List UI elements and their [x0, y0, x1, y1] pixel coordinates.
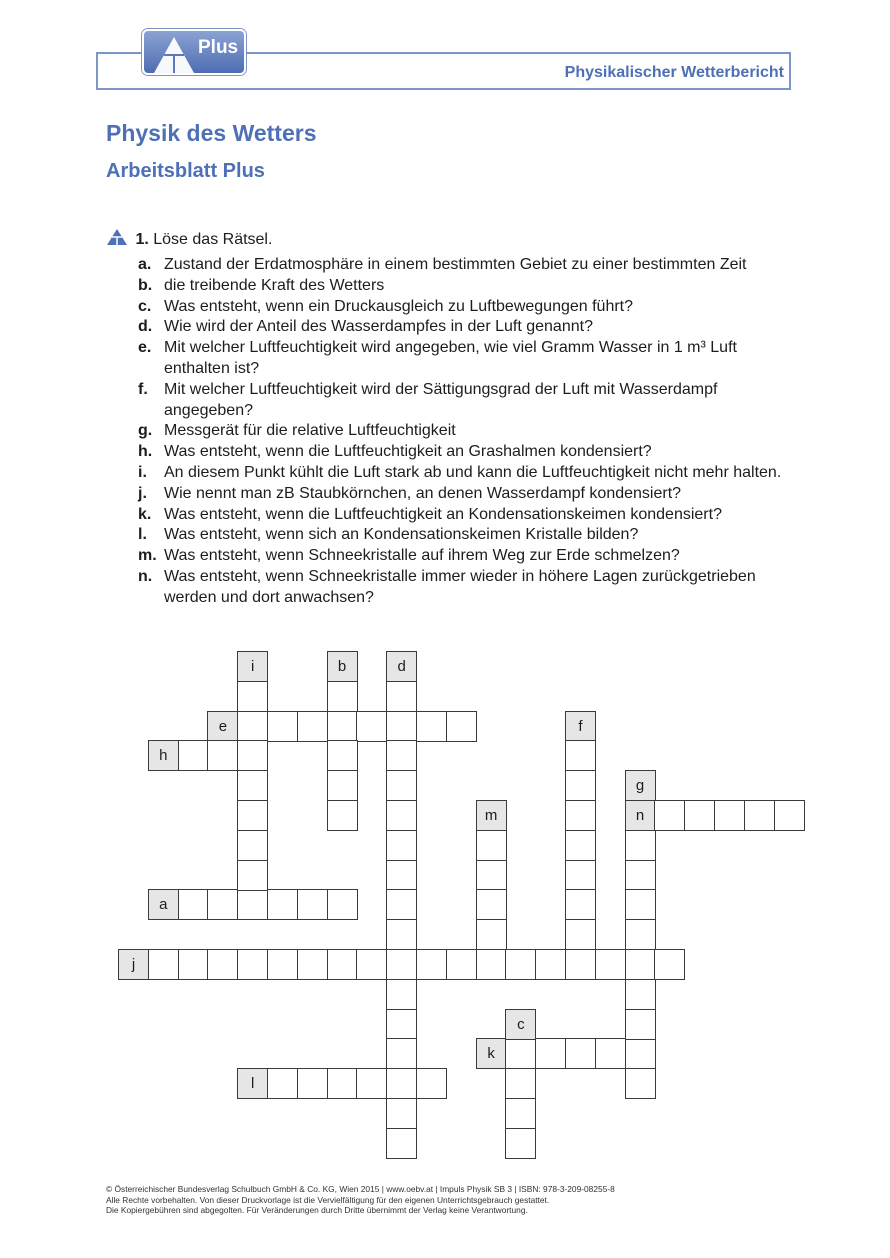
crossword-label: c: [517, 1015, 525, 1033]
crossword-cell[interactable]: [356, 949, 387, 980]
question-letter: a.: [138, 256, 152, 273]
crossword-label: h: [159, 747, 168, 765]
crossword-cell[interactable]: [386, 1068, 417, 1099]
crossword-cell[interactable]: [416, 949, 447, 980]
question-text: Zustand der Erdatmosphäre in einem bestimmten Gebiet zu einer bestimmten Zeit: [164, 256, 747, 273]
crossword-cell[interactable]: [386, 1009, 417, 1040]
crossword-cell[interactable]: [148, 949, 179, 980]
crossword-label: a: [159, 896, 168, 914]
crossword-cell[interactable]: [476, 830, 507, 861]
crossword-cell[interactable]: [565, 860, 596, 891]
crossword-cell[interactable]: [476, 919, 507, 950]
crossword-cell[interactable]: [237, 949, 268, 980]
crossword-cell[interactable]: [565, 740, 596, 771]
crossword-cell[interactable]: [625, 949, 656, 980]
crossword-cell[interactable]: [565, 1038, 596, 1069]
crossword-cell[interactable]: [237, 830, 268, 861]
crossword-label: g: [635, 777, 645, 795]
crossword-cell[interactable]: [535, 949, 566, 980]
question-letter: d.: [138, 318, 153, 336]
crossword-label: i: [251, 658, 255, 675]
question-letter: j.: [138, 484, 147, 502]
crossword-cell[interactable]: [327, 889, 358, 920]
crossword-cell[interactable]: [654, 800, 685, 831]
crossword-cell[interactable]: [595, 1038, 626, 1069]
question-text: Mit welcher Luftfeuchtigkeit wird der Sättigungsgrad der Luft mit Wasserdampf angegeben?: [164, 380, 718, 419]
crossword-cell[interactable]: [625, 860, 656, 891]
crossword-cell[interactable]: [625, 1009, 656, 1040]
question-letter: g.: [138, 422, 153, 440]
crossword-cell[interactable]: [237, 889, 268, 920]
crossword-cell[interactable]: [774, 800, 805, 831]
crossword-cell[interactable]: [207, 740, 238, 771]
crossword-cell[interactable]: [625, 889, 656, 920]
crossword-label: k: [487, 1045, 495, 1063]
question-letter: f.: [138, 380, 148, 398]
question-letter: k.: [138, 505, 152, 523]
crossword-cell[interactable]: [386, 1038, 417, 1069]
crossword-cell[interactable]: [386, 830, 417, 861]
crossword-label: m: [484, 807, 498, 824]
crossword-start-cell-b[interactable]: [327, 651, 358, 682]
crossword-cell[interactable]: [327, 770, 358, 801]
crossword-start-cell-l[interactable]: [237, 1068, 268, 1099]
crossword-cell[interactable]: [356, 1068, 387, 1099]
crossword-cell[interactable]: [505, 1128, 536, 1159]
crossword-cell[interactable]: [505, 1068, 536, 1099]
crossword-cell[interactable]: [565, 770, 596, 801]
crossword-cell[interactable]: [327, 740, 358, 771]
crossword-cell[interactable]: [327, 800, 358, 831]
crossword-cell[interactable]: [327, 681, 358, 712]
crossword-start-cell-m[interactable]: [476, 800, 507, 831]
crossword-start-cell-f[interactable]: [565, 711, 596, 742]
crossword-cell[interactable]: [476, 949, 507, 980]
page-subtitle: Arbeitsblatt Plus: [106, 160, 265, 182]
crossword-label: n: [635, 807, 645, 824]
crossword-cell[interactable]: [237, 740, 268, 771]
crossword-cell[interactable]: [565, 800, 596, 831]
crossword-label: e: [218, 717, 228, 735]
crossword-cell[interactable]: [625, 1068, 656, 1099]
question-text: Wie wird der Anteil des Wasserdampfes in der Luft genannt?: [164, 318, 593, 336]
crossword-cell[interactable]: [267, 949, 298, 980]
crossword-cell[interactable]: [386, 979, 417, 1010]
crossword-cell[interactable]: [297, 711, 328, 742]
crossword-cell[interactable]: [476, 889, 507, 920]
question-letter: l.: [138, 526, 147, 544]
question-letter: c.: [138, 297, 152, 315]
crossword-cell[interactable]: [744, 800, 775, 831]
crossword-label: l: [251, 1075, 255, 1093]
crossword-start-cell-g[interactable]: [625, 770, 656, 801]
question-letter: b.: [138, 276, 153, 294]
crossword-label: f: [578, 717, 583, 735]
crossword-cell[interactable]: [565, 830, 596, 861]
crossword-cell[interactable]: [386, 1128, 417, 1159]
crossword-start-cell-j[interactable]: [118, 949, 149, 980]
question-text: Wie nennt man zB Staubkörnchen, an denen Wasserdampf kondensiert?: [164, 484, 682, 502]
crossword-cell[interactable]: [565, 949, 596, 980]
footer: [106, 1184, 615, 1216]
crossword-cell[interactable]: [267, 889, 298, 920]
crossword-cell[interactable]: [327, 949, 358, 980]
question-letter: h.: [138, 443, 153, 461]
question-text: Was entsteht, wenn die Luftfeuchtigkeit an Kondensationskeimen kondensiert?: [164, 505, 722, 523]
crossword-cell[interactable]: [654, 949, 685, 980]
question-letter: e.: [138, 339, 152, 357]
crossword-cell[interactable]: [505, 1038, 536, 1069]
crossword-cell[interactable]: [565, 919, 596, 950]
crossword-cell[interactable]: [207, 949, 238, 980]
task-number: 1.: [135, 231, 149, 248]
crossword-cell[interactable]: [505, 1098, 536, 1129]
crossword-cell[interactable]: [505, 949, 536, 980]
question-letter: m.: [138, 547, 157, 565]
crossword-cell[interactable]: [237, 711, 268, 742]
crossword-cell[interactable]: [446, 949, 477, 980]
crossword-cell[interactable]: [386, 740, 417, 771]
crossword-start-cell-c[interactable]: [505, 1009, 536, 1040]
crossword-cell[interactable]: [476, 860, 507, 891]
crossword-start-cell-d[interactable]: [386, 651, 417, 682]
crossword-cell[interactable]: [684, 800, 715, 831]
crossword-cell[interactable]: [356, 711, 387, 742]
crossword-cell[interactable]: [446, 711, 477, 742]
crossword-label: j: [131, 956, 136, 973]
crossword-cell[interactable]: [386, 919, 417, 950]
crossword-cell[interactable]: [386, 1098, 417, 1129]
question-text: die treibende Kraft des Wetters: [164, 276, 385, 294]
crossword-cell[interactable]: [297, 949, 328, 980]
crossword-cell[interactable]: [535, 1038, 566, 1069]
task-instruction: Löse das Rätsel.: [153, 231, 273, 248]
question-text: Was entsteht, wenn Schneekristalle auf ihrem Weg zur Erde schmelzen?: [164, 547, 680, 565]
question-text: Was entsteht, wenn ein Druckausgleich zu Luftbewegungen führt?: [164, 297, 634, 315]
crossword-cell[interactable]: [625, 1038, 656, 1069]
crossword-cell[interactable]: [595, 949, 626, 980]
crossword-cell[interactable]: [714, 800, 745, 831]
crossword-cell[interactable]: [237, 800, 268, 831]
crossword-cell[interactable]: [386, 681, 417, 712]
crossword-cell[interactable]: [416, 711, 447, 742]
crossword-cell[interactable]: [327, 711, 358, 742]
crossword-cell[interactable]: [565, 889, 596, 920]
question-text: An diesem Punkt kühlt die Luft stark ab und kann die Luftfeuchtigkeit nicht mehr halten.: [164, 463, 782, 481]
crossword-start-cell-n[interactable]: [625, 800, 656, 831]
question-text: Messgerät für die relative Luftfeuchtigkeit: [164, 422, 456, 440]
crossword-cell[interactable]: [178, 889, 209, 920]
crossword-cell[interactable]: [625, 830, 656, 861]
crossword-cell[interactable]: [237, 681, 268, 712]
footer-copyright: © Österreichischer Bundesverlag Schulbuch GmbH & Co. KG, Wien 2015 | www.oebv.at | Impuls Physik SB 3 | ISBN: 978-3-209-08255-8: [106, 1184, 615, 1194]
crossword-start-cell-i[interactable]: [237, 651, 268, 682]
crossword-cell[interactable]: [386, 949, 417, 980]
crossword-cell[interactable]: [178, 949, 209, 980]
question-letter: n.: [138, 567, 153, 585]
crossword-cell[interactable]: [297, 1068, 328, 1099]
footer-disclaimer: Die Kopiergebühren sind abgegolten. Für Veränderungen durch Dritte übernimmt der Verlag keine Verantwortung.: [106, 1205, 528, 1215]
logo-text: Plus: [198, 37, 239, 58]
crossword-cell[interactable]: [625, 979, 656, 1010]
question-text: Mit welcher Luftfeuchtigkeit wird angegeben, wie viel Gramm Wasser in 1 m³ Luft enthalten ist?: [164, 339, 737, 377]
question-text: Was entsteht, wenn Schneekristalle immer wieder in höhere Lagen zurückgetrieben werden und dort anwachsen?: [164, 567, 756, 606]
crossword-cell[interactable]: [386, 711, 417, 742]
crossword-cell[interactable]: [386, 889, 417, 920]
crossword-cell[interactable]: [386, 770, 417, 801]
crossword-cell[interactable]: [386, 860, 417, 891]
footer-rights: Alle Rechte vorbehalten. Von dieser Druckvorlage ist die Vervielfältigung für den eigenen Unterrichtsgebrauch gestattet.: [106, 1194, 550, 1205]
crossword-cell[interactable]: [178, 740, 209, 771]
crossword-label: b: [337, 658, 347, 675]
crossword-cell[interactable]: [416, 1068, 447, 1099]
page-title: Physik des Wetters: [106, 120, 317, 146]
crossword-cell[interactable]: [297, 889, 328, 920]
crossword-cell[interactable]: [327, 1068, 358, 1099]
crossword-cell[interactable]: [237, 770, 268, 801]
header-title: Physikalischer Wetterbericht: [564, 64, 784, 81]
crossword-cell[interactable]: [207, 889, 238, 920]
crossword-cell[interactable]: [625, 919, 656, 950]
crossword-label: d: [397, 658, 406, 675]
question-text: Was entsteht, wenn die Luftfeuchtigkeit an Grashalmen kondensiert?: [164, 443, 652, 461]
crossword-start-cell-k[interactable]: [476, 1038, 507, 1069]
crossword-start-cell-e[interactable]: [207, 711, 238, 742]
question-text: Was entsteht, wenn sich an Kondensationskeimen Kristalle bilden?: [164, 526, 639, 544]
crossword-cell[interactable]: [386, 800, 417, 831]
crossword-cell[interactable]: [267, 711, 298, 742]
crossword-cell[interactable]: [237, 860, 268, 891]
crossword-cell[interactable]: [267, 1068, 298, 1099]
question-letter: i.: [138, 463, 147, 481]
crossword-start-cell-a[interactable]: [148, 889, 179, 920]
crossword-start-cell-h[interactable]: [148, 740, 179, 771]
